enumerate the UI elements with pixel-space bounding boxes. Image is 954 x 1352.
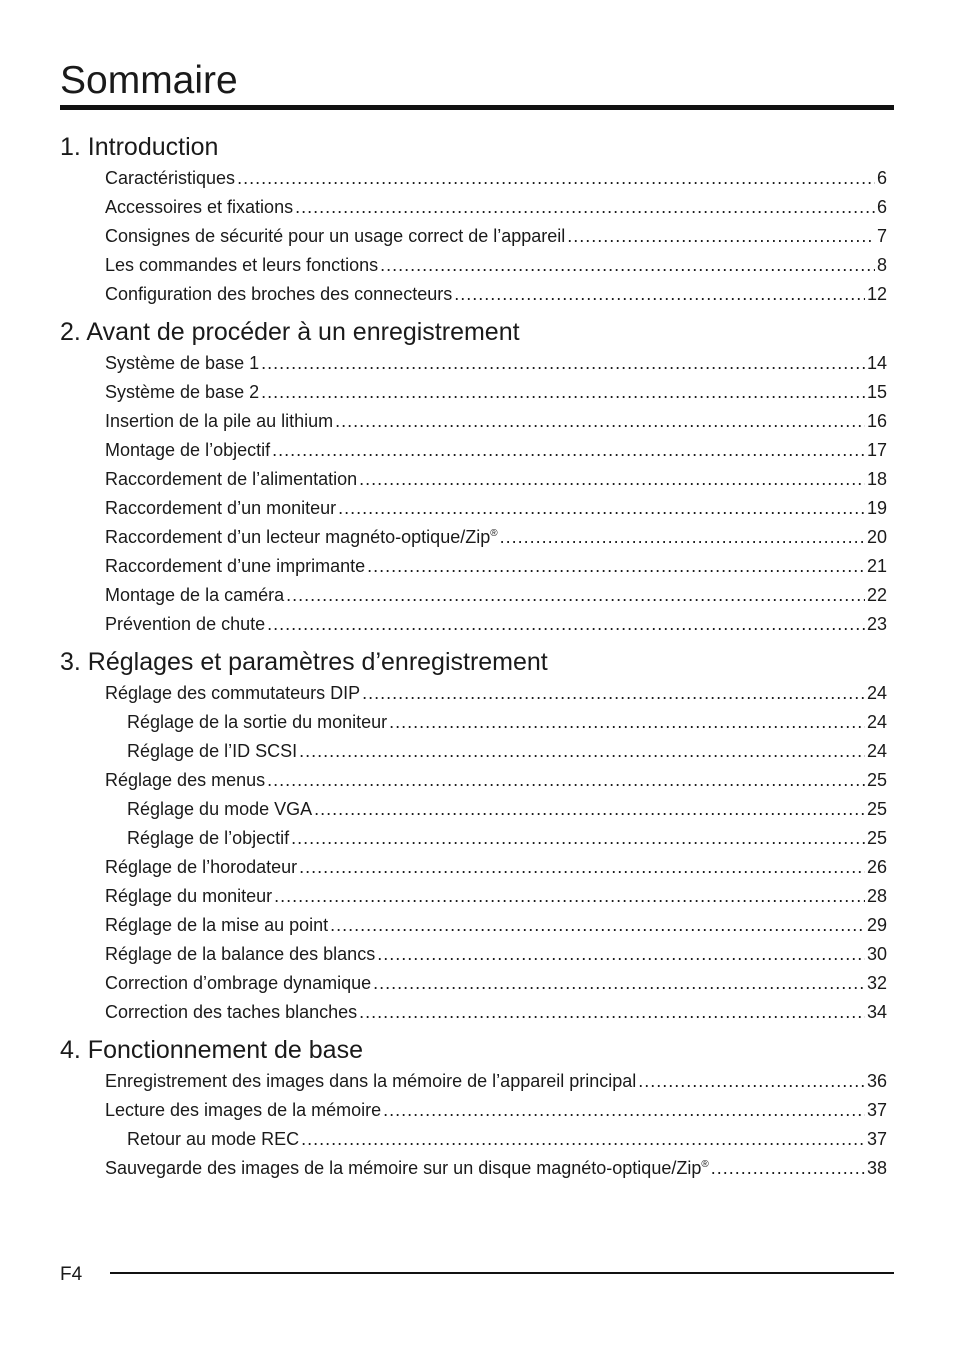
toc-entry: [60, 708, 887, 737]
toc-entry: [60, 552, 887, 581]
toc-entry: [60, 610, 887, 639]
toc-entry-label: [105, 436, 270, 465]
toc-entry-page: 29: [866, 915, 887, 935]
toc-entry-label: [105, 1096, 381, 1125]
toc-entry-label: [105, 193, 293, 222]
toc-entry: [60, 523, 887, 552]
toc-entry-label: [105, 222, 565, 251]
toc-entry-label: [105, 679, 360, 708]
section-heading: 3. Réglages et paramètres d’enregistrement: [60, 648, 548, 676]
toc-entry-text: Correction d’ombrage dynamique: [105, 973, 372, 993]
registered-mark: ®: [490, 528, 498, 539]
toc-entry-page: 26: [866, 857, 887, 877]
toc-entry-label: [127, 1125, 299, 1154]
dot-leader: [638, 1067, 865, 1096]
toc-entry: [60, 1096, 887, 1125]
toc-entry-text: Réglage de la sortie du moniteur: [127, 712, 388, 732]
toc-entry: [60, 222, 887, 251]
toc-entry: [60, 1154, 887, 1183]
dot-leader: [286, 581, 865, 610]
toc-entry-text: Insertion de la pile au lithium: [105, 411, 334, 431]
dot-leader: [454, 280, 865, 309]
toc-entry-text: Retour au mode REC: [127, 1129, 300, 1149]
toc-entry-label: [105, 251, 378, 280]
toc-entry-label: [105, 911, 328, 940]
toc-entry: [60, 581, 887, 610]
toc-entry-text: Sauvegarde des images de la mémoire sur un disque magnéto-optique/Zip: [105, 1158, 702, 1178]
toc-entry-label: [105, 998, 357, 1027]
toc-entry-label: [105, 523, 498, 552]
toc-entry-text: Prévention de chute: [105, 614, 266, 634]
toc-entry: [60, 737, 887, 766]
toc-entry-page: 8: [876, 255, 887, 275]
toc-entry-page: 34: [866, 1002, 887, 1022]
toc-entry-page: 22: [866, 585, 887, 605]
toc-entry: [60, 795, 887, 824]
toc-entry-page: 24: [866, 683, 887, 703]
toc-entry-text: Réglage de la mise au point: [105, 915, 329, 935]
toc-entry-text: Réglage de l’objectif: [127, 828, 290, 848]
toc-entry: [60, 280, 887, 309]
toc-entry-text: Raccordement d’un lecteur magnéto-optique/Zip: [105, 527, 491, 547]
toc-entry-label: [105, 465, 357, 494]
dot-leader: [389, 708, 865, 737]
toc-entry: [60, 824, 887, 853]
toc-entry-text: Correction des taches blanches: [105, 1002, 358, 1022]
dot-leader: [299, 853, 865, 882]
dot-leader: [330, 911, 865, 940]
dot-leader: [237, 164, 875, 193]
footer-divider: [110, 1272, 894, 1274]
toc-entry-page: 14: [866, 353, 887, 373]
toc-entry-page: 25: [866, 799, 887, 819]
toc-entry: [60, 407, 887, 436]
toc-entry-text: Réglage de l’ID SCSI: [127, 741, 298, 761]
dot-leader: [261, 378, 865, 407]
toc-entry-label: [105, 581, 284, 610]
toc-entry-text: Accessoires et fixations: [105, 197, 294, 217]
toc-entry: [60, 164, 887, 193]
toc-entry-page: 25: [866, 770, 887, 790]
toc-entry-page: 18: [866, 469, 887, 489]
toc-entry-label: [105, 853, 297, 882]
toc-entry-page: 30: [866, 944, 887, 964]
toc-entry-label: [105, 882, 272, 911]
toc-entry-text: Système de base 2: [105, 382, 260, 402]
dot-leader: [367, 552, 865, 581]
toc-entry-text: Montage de la caméra: [105, 585, 285, 605]
toc-entry-page: 12: [866, 284, 887, 304]
toc-entry-label: [105, 969, 371, 998]
toc-entry-label: [105, 378, 259, 407]
toc-entry-label: [105, 940, 375, 969]
toc-entry: [60, 766, 887, 795]
toc-entry-text: Raccordement de l’alimentation: [105, 469, 358, 489]
toc-entry: [60, 349, 887, 378]
toc-section: [60, 645, 887, 1027]
toc-section: [60, 315, 887, 639]
toc-entry: [60, 853, 887, 882]
toc-entry-page: 23: [866, 614, 887, 634]
dot-leader: [383, 1096, 865, 1125]
dot-leader: [362, 679, 865, 708]
toc-entry-text: Les commandes et leurs fonctions: [105, 255, 379, 275]
toc-entry-page: 25: [866, 828, 887, 848]
dot-leader: [567, 222, 875, 251]
section-heading: 2. Avant de procéder à un enregistrement: [60, 318, 520, 346]
toc-entry-text: Lecture des images de la mémoire: [105, 1100, 382, 1120]
dot-leader: [338, 494, 865, 523]
toc-entry-page: 21: [866, 556, 887, 576]
table-of-contents: [60, 130, 887, 1183]
dot-leader: [267, 766, 865, 795]
dot-leader: [500, 523, 865, 552]
toc-entry-page: 15: [866, 382, 887, 402]
dot-leader: [272, 436, 865, 465]
dot-leader: [295, 193, 875, 222]
dot-leader: [314, 795, 865, 824]
toc-entry-text: Réglage des commutateurs DIP: [105, 683, 361, 703]
toc-entry-label: [105, 1154, 709, 1183]
toc-entry-label: [105, 1067, 636, 1096]
toc-entry-label: [105, 164, 235, 193]
toc-entry-text: Système de base 1: [105, 353, 260, 373]
dot-leader: [380, 251, 875, 280]
toc-entry: [60, 494, 887, 523]
toc-entry-page: 19: [866, 498, 887, 518]
section-heading: 1. Introduction: [60, 133, 219, 161]
toc-entry-label: [105, 280, 452, 309]
dot-leader: [261, 349, 865, 378]
toc-entry-text: Réglage de la balance des blancs: [105, 944, 376, 964]
toc-entry: [60, 882, 887, 911]
dot-leader: [373, 969, 865, 998]
registered-mark: ®: [701, 1159, 709, 1170]
toc-entry-page: 36: [866, 1071, 887, 1091]
dot-leader: [359, 998, 865, 1027]
dot-leader: [377, 940, 865, 969]
dot-leader: [274, 882, 865, 911]
toc-section: [60, 1033, 887, 1183]
toc-entry-page: 28: [866, 886, 887, 906]
toc-entry-page: 32: [866, 973, 887, 993]
toc-entry: [60, 193, 887, 222]
toc-entry-page: 38: [866, 1158, 887, 1178]
toc-entry-text: Raccordement d’un moniteur: [105, 498, 337, 518]
toc-entry-text: Raccordement d’une imprimante: [105, 556, 366, 576]
toc-entry-page: 6: [876, 168, 887, 188]
toc-entry-text: Montage de l’objectif: [105, 440, 271, 460]
dot-leader: [267, 610, 865, 639]
toc-entry: [60, 940, 887, 969]
dot-leader: [301, 1125, 865, 1154]
toc-entry-text: Consignes de sécurité pour un usage correct de l’appareil: [105, 226, 566, 246]
toc-entry: [60, 998, 887, 1027]
toc-entry: [60, 465, 887, 494]
toc-entry-label: [127, 737, 297, 766]
toc-entry-label: [105, 494, 336, 523]
toc-entry: [60, 1067, 887, 1096]
toc-entry-label: [127, 708, 387, 737]
page-number: F4: [60, 1264, 83, 1285]
title-divider: [60, 105, 894, 110]
toc-entry-text: Réglage du moniteur: [105, 886, 273, 906]
toc-entry-label: [105, 610, 265, 639]
dot-leader: [359, 465, 865, 494]
toc-entry-label: [105, 552, 365, 581]
toc-entry-page: 20: [866, 527, 887, 547]
toc-entry: [60, 436, 887, 465]
toc-entry-page: 16: [866, 411, 887, 431]
toc-entry-page: 24: [866, 712, 887, 732]
dot-leader: [291, 824, 865, 853]
dot-leader: [335, 407, 865, 436]
dot-leader: [299, 737, 865, 766]
toc-entry-label: [105, 407, 333, 436]
toc-entry-label: [127, 824, 289, 853]
toc-entry: [60, 378, 887, 407]
toc-entry-page: 7: [876, 226, 887, 246]
toc-entry-text: Réglage des menus: [105, 770, 266, 790]
toc-entry-label: [127, 795, 312, 824]
toc-entry-label: [105, 349, 259, 378]
toc-entry: [60, 251, 887, 280]
toc-entry-label: [105, 766, 265, 795]
page-title: Sommaire: [60, 59, 238, 102]
toc-entry-page: 24: [866, 741, 887, 761]
toc-entry-page: 6: [876, 197, 887, 217]
toc-entry: [60, 911, 887, 940]
toc-entry-text: Caractéristiques: [105, 168, 236, 188]
dot-leader: [711, 1154, 865, 1183]
toc-entry-text: Réglage de l’horodateur: [105, 857, 298, 877]
toc-entry-text: Réglage du mode VGA: [127, 799, 313, 819]
toc-entry: [60, 969, 887, 998]
toc-entry-text: Enregistrement des images dans la mémoire de l’appareil principal: [105, 1071, 637, 1091]
section-heading: 4. Fonctionnement de base: [60, 1036, 363, 1064]
toc-section: [60, 130, 887, 309]
toc-entry-page: 37: [866, 1100, 887, 1120]
toc-entry-page: 17: [866, 440, 887, 460]
toc-entry-text: Configuration des broches des connecteurs: [105, 284, 453, 304]
toc-entry-page: 37: [866, 1129, 887, 1149]
toc-entry: [60, 679, 887, 708]
toc-entry: [60, 1125, 887, 1154]
